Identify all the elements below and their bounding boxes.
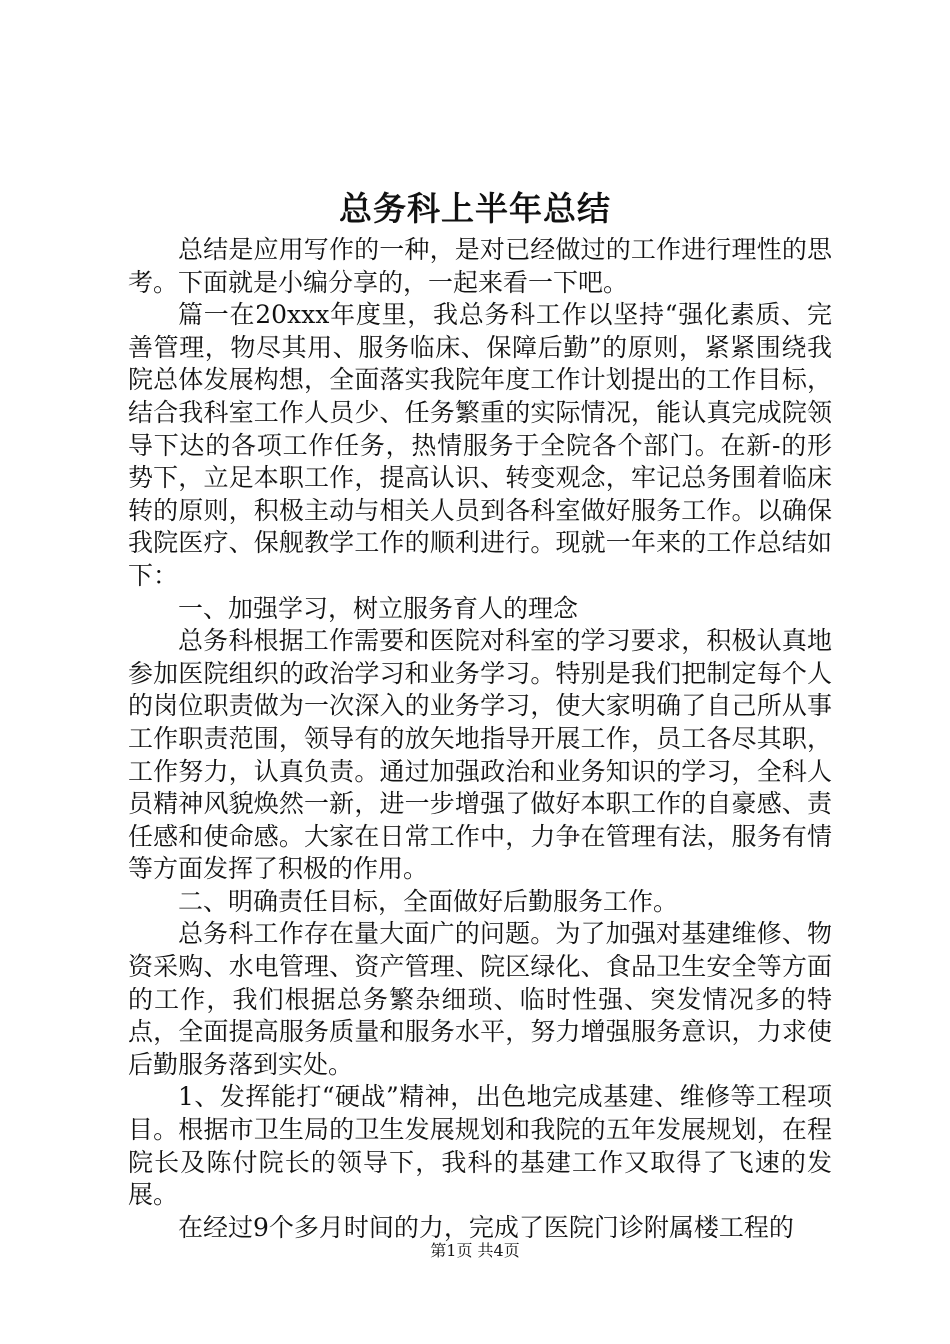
section-heading-2: 二、明确责任目标，全面做好后勤服务工作。 [178, 886, 679, 916]
paragraph-continued: 在经过9个多月时间的力，完成了医院门诊附属楼工程的 [178, 1212, 794, 1242]
paragraph-construction: 1、发挥能打“硬战”精神，出色地完成基建、维修等工程项目。根据市卫生局的卫生发展规划和我院的五年发展规划，在程院长及陈付院长的领导下，我科的基建工作又取得了飞速的发展。 [128, 1082, 832, 1210]
paragraph-overview: 篇一在20xxx年度里，我总务科工作以坚持“强化素质、完善管理，物尽其用、服务临床、保障后勤”的原则，紧紧围绕我院总体发展构想，全面落实我院年度工作计划提出的工作目标，结合我科室工作人员少、任务繁重的实际情况，能认真完成院领导下达的各项工作任务，热情服务于全院各个部门。在新-的形势下，立足本职工作，提高认识、转变观念，牢记总务围着临床转的原则，积极主动与相关人员到各科室做好服务工作。以确保我院医疗、保舰教学工作的顺利进行。现就一年来的工作总结如下： [128, 300, 832, 590]
paragraph-intro: 总结是应用写作的一种，是对已经做过的工作进行理性的思考。下面就是小编分享的，一起来看一下吧。 [128, 235, 832, 297]
paragraph-logistics: 总务科工作存在量大面广的问题。为了加强对基建维修、物资采购、水电管理、资产管理、院区绿化、食品卫生安全等方面的工作，我们根据总务繁杂细琐、临时性强、突发情况多的特点，全面提高服务质量和服务水平，努力增强服务意识，力求使后勤服务落到实处。 [128, 919, 832, 1079]
section-heading-1: 一、加强学习，树立服务育人的理念 [178, 593, 579, 623]
page-footer: 第1页 共4页 [430, 1241, 520, 1260]
document-body [128, 234, 832, 1244]
document-title: 总务科上半年总结 [339, 189, 611, 228]
paragraph-study: 总务科根据工作需要和医院对科室的学习要求，积极认真地参加医院组织的政治学习和业务学习。特别是我们把制定每个人的岗位职责做为一次深入的业务学习，使大家明确了自己所从事工作职责范围，领导有的放矢地指导开展工作，员工各尽其职，工作努力，认真负责。通过加强政治和业务知识的学习，全科人员精神风貌焕然一新，进一步增强了做好本职工作的自豪感、责任感和使命感。大家在日常工作中，力争在管理有法，服务有情等方面发挥了积极的作用。 [128, 626, 832, 884]
